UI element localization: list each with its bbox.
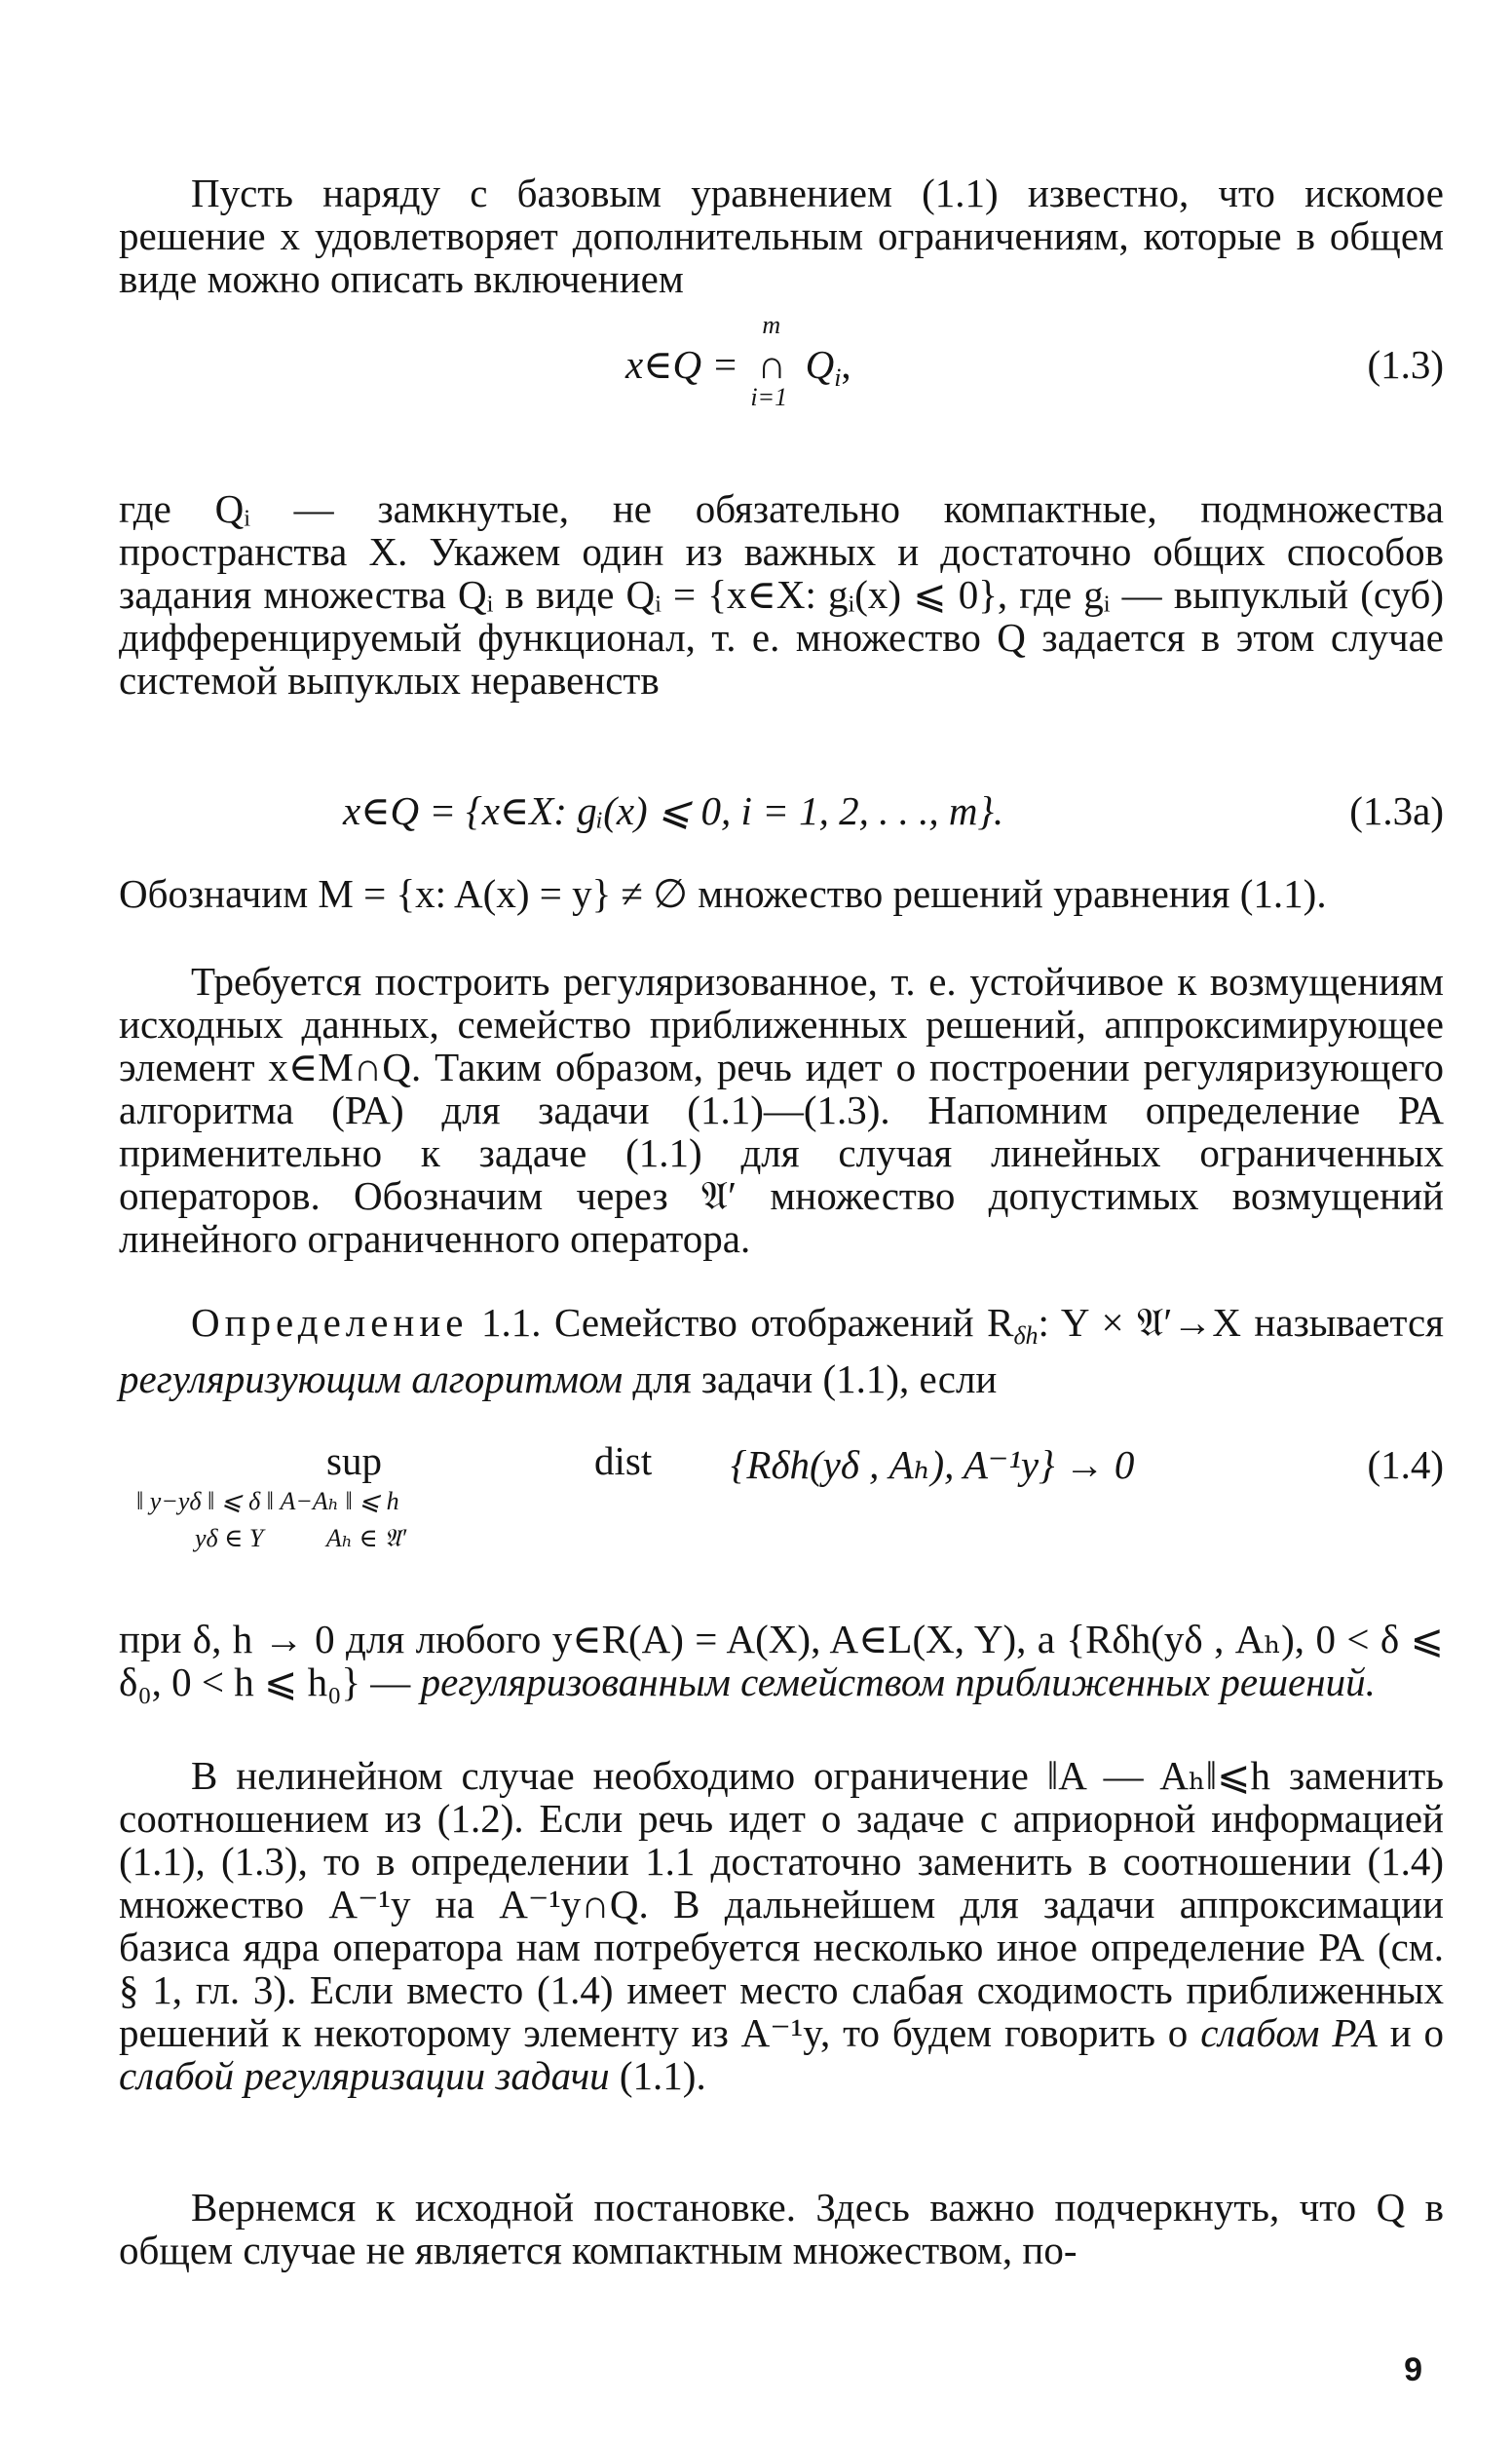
solution-set-text: Обозначим M = {x: A(x) = y} ≠ ∅ множество решений уравнения (1.1). bbox=[119, 871, 1327, 916]
definition-number: 1.1. bbox=[481, 1300, 542, 1345]
intro-text: Пусть наряду с базовым уравнением (1.1) известно, что искомое решение x удовлетворяет дополнительным ограничениям, которые в общем виде можно описать включением bbox=[119, 171, 1444, 301]
eq13-lower: i=1 bbox=[750, 383, 788, 411]
nonlinear-text: В нелинейном случае необходимо ограничение ‖A — Aₕ‖⩽h заменить соотношением из (1.2). Если речь идет о задаче с априорной информацией (1.1), (1.3), то в определении 1.1 достаточно заменить в соотношении (1.4) множество A⁻¹y на A⁻¹y∩Q. В дальнейшем для задачи аппроксимации базиса ядра оператора нам потребуется несколько иное определение РА (см. § 1, гл. 3). Если вместо (1.4) имеет место слабая сходимость приближенных решений к некоторому элементу из A⁻¹y, то будем говорить о bbox=[119, 1753, 1444, 2055]
eq14-dist: dist bbox=[594, 1438, 653, 1483]
paragraph-requirement bbox=[119, 960, 1444, 1260]
intersection-symbol: ∩ bbox=[757, 342, 787, 387]
page-number: 9 bbox=[1404, 2351, 1422, 2388]
definition-text-c: для задачи (1.1), если bbox=[632, 1356, 998, 1401]
definition-text-b: : Y × 𝔄′→X называется bbox=[1038, 1300, 1445, 1345]
paragraph-family bbox=[119, 1618, 1444, 1703]
eq14-sup-cond2: yδ ∈ Y Aₕ ∈ 𝔄′ bbox=[195, 1524, 407, 1552]
paragraph-constraints bbox=[119, 487, 1444, 702]
definition-term: регуляризующим алгоритмом bbox=[119, 1356, 624, 1401]
eq13-lhs: x∈Q = bbox=[625, 342, 749, 387]
equation-1-3: x∈Q = m ∩ i=1 $Q_i$, (1.3) bbox=[625, 311, 1444, 411]
eq13-upper: m bbox=[762, 311, 781, 339]
weak-ra-term: слабом РА bbox=[1200, 2010, 1378, 2055]
requirement-text: Требуется построить регуляризованное, т. е. устойчивое к возмущениям исходных данных, семейство приближенных решений, аппроксимирующее элемент x∈M∩Q. Таким образом, речь идет о построении регуляризующего алгоритма (РА) для задачи (1.1)—(1.3). Напомним определение РА применительно к задаче (1.1) для случая линейных ограниченных операторов. Обозначим через 𝔄′ множество допустимых возмущений линейного ограниченного оператора. bbox=[119, 959, 1444, 1261]
paragraph-definition bbox=[119, 1301, 1444, 1400]
eq14-number: (1.4) bbox=[1367, 1442, 1444, 1487]
family-term: регуляризованным семейством приближенных решений. bbox=[420, 1659, 1376, 1704]
equation-1-4 bbox=[136, 1437, 1444, 1564]
eq13-rhs-sub: i bbox=[834, 363, 842, 392]
definition-label: Определение bbox=[191, 1300, 469, 1345]
paragraph-intro bbox=[119, 172, 1444, 300]
constraints-text: где Qᵢ — замкнутые, не обязательно компактные, подмножества пространства X. Укажем один из важных и достаточно общих способов задания множества Qᵢ в виде Qᵢ = {x∈X: gᵢ(x) ⩽ 0}, где gᵢ — выпуклый (суб) дифференцируемый функционал, т. е. множество Q задается в этом случае системой выпуклых неравенств bbox=[119, 486, 1444, 703]
paragraph-return bbox=[119, 2186, 1444, 2271]
eq13a-number: (1.3a) bbox=[1349, 788, 1444, 833]
eq13a-body: x∈Q = {x∈X: gᵢ(x) ⩽ 0, i = 1, 2, . . ., m}. bbox=[343, 788, 1004, 833]
equation-1-3a bbox=[119, 768, 1444, 861]
eq13-rhs: Q bbox=[805, 342, 835, 387]
weak-regularization-term: слабой регуляризации задачи bbox=[119, 2053, 610, 2098]
return-text: Вернемся к исходной постановке. Здесь важно подчеркнуть, что Q в общем случае не является компактным множеством, по- bbox=[119, 2185, 1444, 2272]
eq14-sup-cond1: ‖ y−yδ ‖ ⩽ δ ‖ A−Aₕ ‖ ⩽ h bbox=[136, 1487, 399, 1515]
eq14-expr: {Rδh(yδ , Aₕ), A⁻¹y} → 0 bbox=[731, 1442, 1135, 1487]
paragraph-solution-set bbox=[119, 872, 1444, 915]
family-text: при δ, h → 0 для любого y∈R(A) = A(X), A∈L(X, Y), а {Rδh(yδ , Aₕ), 0 < δ ⩽ δ₀, 0 < h ⩽ h₀} — bbox=[119, 1617, 1444, 1704]
intersection-operator bbox=[748, 311, 795, 411]
eq13-number: (1.3) bbox=[1367, 342, 1444, 387]
nonlinear-mid: и о bbox=[1389, 2010, 1445, 2055]
paragraph-nonlinear bbox=[119, 1754, 1444, 2097]
definition-sub: δh bbox=[1013, 1321, 1039, 1350]
definition-text-a: Семейство отображений R bbox=[554, 1300, 1014, 1345]
eq14-sup: sup bbox=[326, 1438, 382, 1483]
nonlinear-end: (1.1). bbox=[619, 2053, 706, 2098]
